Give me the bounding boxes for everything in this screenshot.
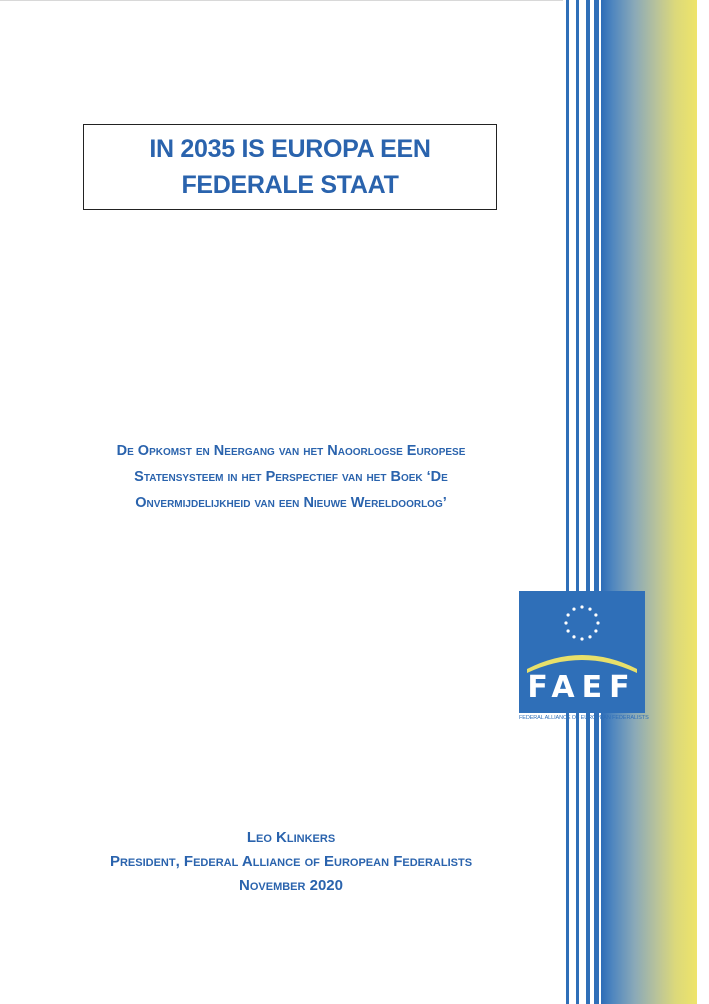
subtitle-line: Onvermijdelijkheid van een Nieuwe Wereldoorlog’ [135,495,447,511]
logo-background [519,591,645,713]
logo-caption: FEDERAL ALLIANCE OF EUROPEAN FEDERALISTS [519,715,649,721]
page-top-edge [0,0,563,1]
faef-logo [519,591,649,721]
title-box [83,124,497,210]
author-affiliation: President, Federal Alliance of European Federalists [109,853,473,870]
decorative-gradient-band [601,0,697,1004]
decorative-stripe [594,0,599,1004]
decorative-stripe [586,0,590,1004]
title-line: FEDERALE STAAT [181,171,399,199]
document-subtitle [60,438,522,516]
decorative-stripe [566,0,569,1004]
subtitle-line: Statensysteem in het Perspectief van het Boek ‘De [134,469,448,485]
page-right-margin [697,0,709,1004]
document-date: November 2020 [239,877,343,894]
logo-letters: FAEF [527,670,637,705]
decorative-stripe [576,0,579,1004]
document-title [149,131,430,203]
author-block [60,826,522,898]
author-name: Leo Klinkers [246,829,336,846]
subtitle-line: De Opkomst en Neergang van het Naoorlogse Europese [116,443,466,459]
title-line: IN 2035 IS EUROPA EEN [149,135,431,163]
eu-stars-icon [564,605,599,640]
